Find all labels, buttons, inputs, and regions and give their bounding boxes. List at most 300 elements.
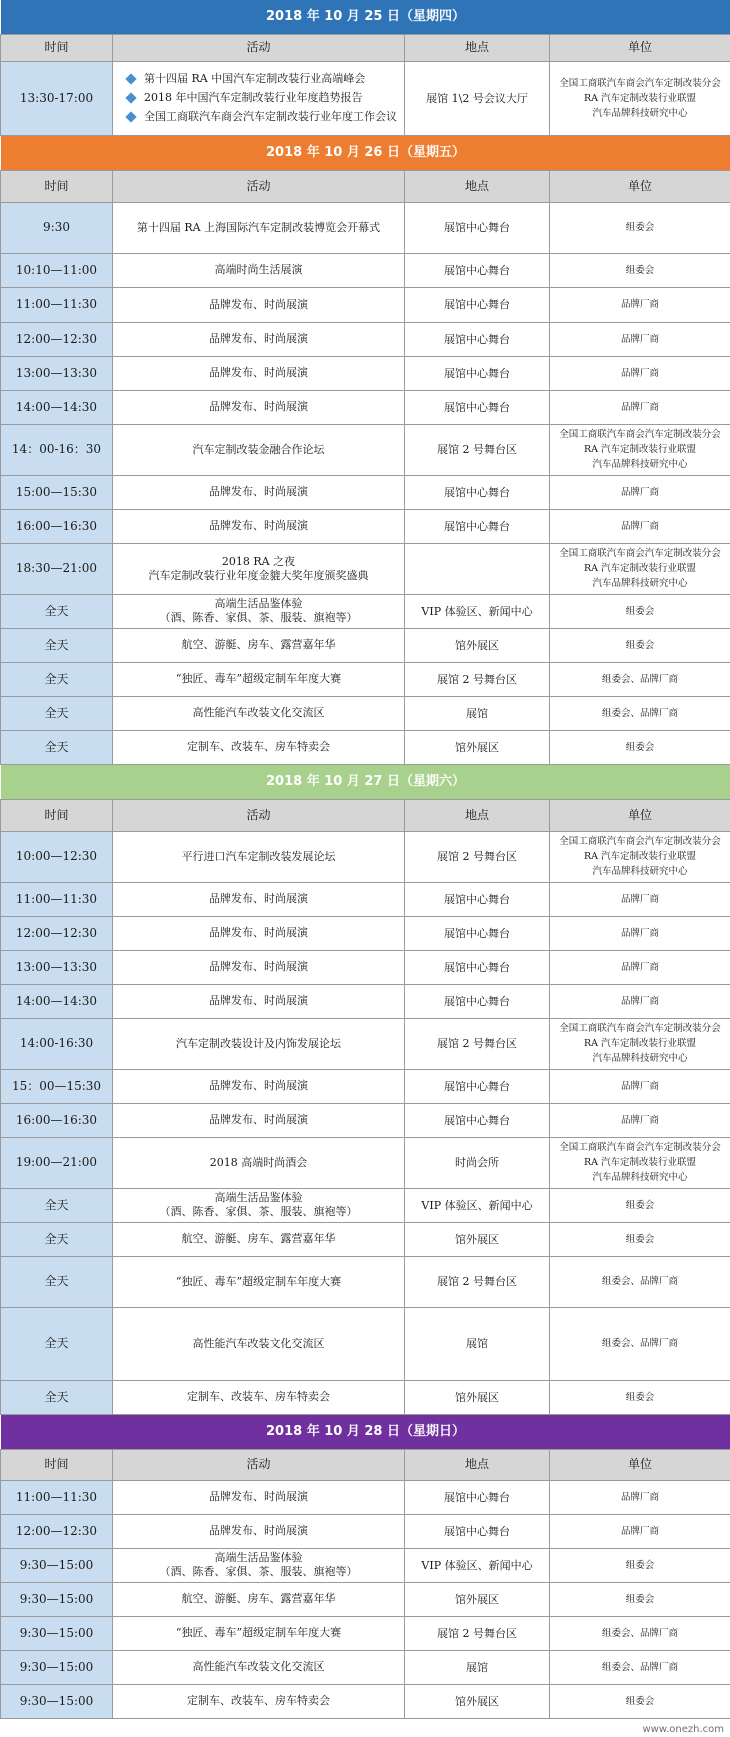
location-cell (405, 543, 550, 594)
activity-cell (113, 475, 405, 509)
activity-cell (113, 1616, 405, 1650)
activity-cell (113, 543, 405, 594)
time-cell: 全天 (1, 696, 113, 730)
table-row (1, 594, 730, 628)
location-cell: 展馆 (405, 1650, 550, 1684)
unit-cell (550, 1582, 730, 1616)
unit-cell (550, 1103, 730, 1137)
activity-line: （酒、陈香、家俱、茶、服装、旗袍等） (159, 1565, 358, 1578)
activity-line: 品牌发布、时尚展演 (209, 519, 308, 532)
table-row (1, 1018, 730, 1069)
table-row (1, 287, 730, 322)
location-cell: 展馆 2 号舞台区 (405, 1018, 550, 1069)
column-header-row (1, 1449, 730, 1480)
location-cell: 展馆中心舞台 (405, 1103, 550, 1137)
unit-cell (550, 1380, 730, 1414)
table-row (1, 1684, 730, 1718)
table-row (1, 950, 730, 984)
unit-cell (550, 253, 730, 287)
unit-cell (550, 1616, 730, 1650)
unit-cell (550, 1256, 730, 1307)
unit-cell (550, 1222, 730, 1256)
column-header-activity: 活动 (113, 170, 405, 202)
time-cell: 9:30 (1, 202, 113, 253)
time-cell: 9:30—15:00 (1, 1650, 113, 1684)
unit-cell (550, 984, 730, 1018)
activity-cell (113, 253, 405, 287)
time-cell: 16:00—16:30 (1, 509, 113, 543)
agenda-item (127, 72, 404, 86)
unit-line: 组委会、品牌厂商 (601, 1276, 678, 1287)
unit-cell (550, 543, 730, 594)
unit-cell (550, 424, 730, 475)
activity-cell (113, 287, 405, 322)
activity-line: 品牌发布、时尚展演 (209, 1079, 308, 1092)
activity-line: 定制车、改装车、房车特卖会 (187, 1390, 330, 1403)
unit-cell (550, 882, 730, 916)
unit-line: 全国工商联汽车商会汽车定制改装分会 (559, 1023, 721, 1034)
table-row (1, 424, 730, 475)
location-cell: 展馆中心舞台 (405, 984, 550, 1018)
table-row (1, 1137, 730, 1188)
unit-line: 品牌厂商 (620, 333, 659, 345)
unit-cell (550, 730, 730, 764)
table-row (1, 1307, 730, 1380)
activity-line: 2018 RA 之夜 (221, 554, 296, 568)
time-cell: 16:00—16:30 (1, 1103, 113, 1137)
table-row (1, 1256, 730, 1307)
location-cell: 展馆 2 号舞台区 (405, 831, 550, 882)
activity-line: 航空、游艇、房车、露营嘉年华 (181, 1592, 336, 1605)
unit-cell (550, 509, 730, 543)
table-row (1, 1548, 730, 1582)
location-cell: 展馆中心舞台 (405, 1069, 550, 1103)
unit-line: 组委会 (625, 222, 655, 233)
agenda-item-label: 全国工商联汽车商会汽车定制改装行业年度工作会议 (144, 110, 397, 123)
location-cell: 馆外展区 (405, 1582, 550, 1616)
time-cell: 13:00—13:30 (1, 356, 113, 390)
unit-line: RA 汽车定制改装行业联盟 (583, 1157, 697, 1168)
table-row (1, 696, 730, 730)
location-cell: 馆外展区 (405, 1684, 550, 1718)
location-cell: 展馆 (405, 696, 550, 730)
activity-cell (113, 1103, 405, 1137)
table-row (1, 1103, 730, 1137)
unit-line: 组委会、品牌厂商 (601, 1338, 678, 1349)
activity-line: 品牌发布、时尚展演 (209, 297, 308, 311)
activity-line: “独匠、毒车”超级定制车年度大赛 (175, 672, 342, 685)
activity-cell (113, 1514, 405, 1548)
agenda-item (127, 91, 404, 105)
agenda-item (127, 110, 404, 124)
activity-cell (113, 61, 405, 135)
activity-line: 品牌发布、时尚展演 (209, 1524, 308, 1537)
table-row (1, 984, 730, 1018)
time-cell: 12:00—12:30 (1, 322, 113, 356)
unit-line: RA 汽车定制改装行业联盟 (583, 1038, 697, 1049)
unit-line: 组委会、品牌厂商 (601, 1661, 678, 1673)
location-cell: 时尚会所 (405, 1137, 550, 1188)
location-cell: 馆外展区 (405, 1380, 550, 1414)
time-cell: 全天 (1, 662, 113, 696)
time-cell: 14:00—14:30 (1, 390, 113, 424)
activity-line: 高性能汽车改装文化交流区 (192, 1336, 325, 1350)
time-cell: 13:00—13:30 (1, 950, 113, 984)
unit-line: 品牌厂商 (620, 893, 659, 905)
time-cell: 9:30—15:00 (1, 1582, 113, 1616)
unit-cell (550, 1684, 730, 1718)
time-cell: 全天 (1, 1307, 113, 1380)
table-row (1, 1616, 730, 1650)
location-cell: VIP 体验区、新闻中心 (405, 1188, 550, 1222)
table-row (1, 1514, 730, 1548)
unit-line: 品牌厂商 (620, 927, 659, 939)
table-row (1, 202, 730, 253)
activity-cell (113, 322, 405, 356)
table-row (1, 1650, 730, 1684)
activity-cell (113, 950, 405, 984)
unit-line: 全国工商联汽车商会汽车定制改装分会 (559, 836, 721, 847)
table-row (1, 1069, 730, 1103)
location-cell: 展馆中心舞台 (405, 882, 550, 916)
time-cell: 12:00—12:30 (1, 1514, 113, 1548)
activity-cell (113, 662, 405, 696)
unit-line: 品牌厂商 (620, 1491, 659, 1503)
activity-cell (113, 1188, 405, 1222)
column-header-row (1, 34, 730, 61)
time-cell: 全天 (1, 730, 113, 764)
activity-line: 品牌发布、时尚展演 (209, 366, 308, 379)
time-cell: 18:30—21:00 (1, 543, 113, 594)
unit-line: 全国工商联汽车商会汽车定制改装分会 (559, 1142, 721, 1153)
activity-line: 高性能汽车改装文化交流区 (192, 706, 325, 719)
activity-line: 汽车定制改装金融合作论坛 (192, 442, 325, 456)
activity-cell (113, 202, 405, 253)
unit-line: 组委会 (625, 1559, 655, 1571)
location-cell: 展馆中心舞台 (405, 475, 550, 509)
activity-line: 品牌发布、时尚展演 (209, 926, 308, 939)
unit-cell (550, 1548, 730, 1582)
time-cell: 全天 (1, 628, 113, 662)
table-row (1, 253, 730, 287)
table-row (1, 356, 730, 390)
activity-cell (113, 1548, 405, 1582)
unit-line: 品牌厂商 (620, 401, 659, 413)
unit-line: 汽车品牌科技研究中心 (592, 1172, 688, 1183)
unit-line: 品牌厂商 (620, 486, 659, 498)
agenda-item-label: 2018 年中国汽车定制改装行业年度趋势报告 (144, 91, 363, 104)
activity-line: 高性能汽车改装文化交流区 (192, 1660, 325, 1673)
activity-cell (113, 424, 405, 475)
activity-cell (113, 509, 405, 543)
activity-cell (113, 1137, 405, 1188)
table-row (1, 628, 730, 662)
location-cell: 展馆 2 号舞台区 (405, 1256, 550, 1307)
unit-line: 品牌厂商 (620, 299, 659, 310)
activity-cell (113, 1380, 405, 1414)
location-cell: 展馆中心舞台 (405, 356, 550, 390)
time-cell: 全天 (1, 1222, 113, 1256)
unit-cell (550, 1018, 730, 1069)
location-cell: 馆外展区 (405, 730, 550, 764)
unit-cell (550, 1514, 730, 1548)
time-cell: 11:00—11:30 (1, 882, 113, 916)
day-banner: 2018 年 10 月 25 日（星期四） (1, 0, 730, 34)
table-row (1, 1222, 730, 1256)
column-header-activity: 活动 (113, 799, 405, 831)
time-cell: 全天 (1, 1380, 113, 1414)
table-row (1, 916, 730, 950)
activity-cell (113, 696, 405, 730)
activity-cell (113, 594, 405, 628)
location-cell: 展馆 1\2 号会议大厅 (405, 61, 550, 135)
unit-line: 汽车品牌科技研究中心 (592, 578, 688, 589)
table-row (1, 390, 730, 424)
unit-line: 汽车品牌科技研究中心 (592, 459, 688, 470)
activity-line: 品牌发布、时尚展演 (209, 960, 308, 973)
column-header-time: 时间 (1, 799, 113, 831)
location-cell: 展馆中心舞台 (405, 950, 550, 984)
table-row (1, 730, 730, 764)
unit-line: 组委会 (625, 639, 655, 651)
location-cell: 馆外展区 (405, 1222, 550, 1256)
time-cell: 全天 (1, 594, 113, 628)
location-cell: 展馆 (405, 1307, 550, 1380)
time-cell: 全天 (1, 1188, 113, 1222)
activity-line: “独匠、毒车”超级定制车年度大赛 (175, 1626, 342, 1639)
column-header-row (1, 170, 730, 202)
activity-line: 2018 高端时尚酒会 (209, 1155, 308, 1169)
unit-cell (550, 287, 730, 322)
activity-cell (113, 1650, 405, 1684)
activity-cell (113, 1069, 405, 1103)
activity-cell (113, 1684, 405, 1718)
unit-cell (550, 390, 730, 424)
activity-line: 第十四届 RA 上海国际汽车定制改装博览会开幕式 (136, 220, 381, 234)
unit-line: RA 汽车定制改装行业联盟 (583, 851, 697, 862)
activity-line: 汽车定制改装设计及内饰发展论坛 (176, 1036, 341, 1050)
activity-cell (113, 1256, 405, 1307)
unit-line: 品牌厂商 (620, 1080, 659, 1092)
activity-cell (113, 390, 405, 424)
column-header-activity: 活动 (113, 1449, 405, 1480)
time-cell: 15：00—15:30 (1, 1069, 113, 1103)
day-banner: 2018 年 10 月 26 日（星期五） (1, 135, 730, 170)
column-header-unit: 单位 (550, 170, 730, 202)
diamond-bullet-icon (125, 73, 136, 84)
unit-line: RA 汽车定制改装行业联盟 (583, 92, 697, 104)
unit-cell (550, 61, 730, 135)
unit-line: 组委会 (625, 1695, 655, 1707)
unit-line: RA 汽车定制改装行业联盟 (583, 444, 697, 455)
agenda-item-label: 第十四届 RA 中国汽车定制改装行业高端峰会 (144, 72, 366, 85)
unit-line: 全国工商联汽车商会汽车定制改装分会 (559, 429, 721, 440)
diamond-bullet-icon (125, 111, 136, 122)
table-row (1, 322, 730, 356)
activity-line: 品牌发布、时尚展演 (209, 1113, 308, 1126)
unit-line: 组委会 (625, 741, 655, 753)
activity-line: 品牌发布、时尚展演 (209, 332, 308, 345)
location-cell: 展馆中心舞台 (405, 322, 550, 356)
unit-cell (550, 831, 730, 882)
activity-line: 品牌发布、时尚展演 (209, 892, 308, 905)
activity-cell (113, 628, 405, 662)
activity-cell (113, 730, 405, 764)
location-cell: VIP 体验区、新闻中心 (405, 594, 550, 628)
activity-line: 航空、游艇、房车、露营嘉年华 (181, 638, 336, 651)
unit-line: 汽车品牌科技研究中心 (592, 107, 688, 119)
unit-line: 品牌厂商 (620, 961, 659, 973)
activity-line: 高端时尚生活展演 (214, 263, 303, 276)
column-header-time: 时间 (1, 34, 113, 61)
time-cell: 11:00—11:30 (1, 287, 113, 322)
unit-line: 全国工商联汽车商会汽车定制改装分会 (559, 548, 721, 559)
activity-line: 定制车、改装车、房车特卖会 (187, 740, 330, 753)
table-row (1, 475, 730, 509)
time-cell: 10:00—12:30 (1, 831, 113, 882)
location-cell: 展馆 2 号舞台区 (405, 662, 550, 696)
unit-line: 汽车品牌科技研究中心 (592, 1053, 688, 1064)
table-row (1, 509, 730, 543)
table-row (1, 831, 730, 882)
unit-cell (550, 1480, 730, 1514)
time-cell: 15:00—15:30 (1, 475, 113, 509)
unit-line: 品牌厂商 (620, 995, 659, 1007)
location-cell: 展馆中心舞台 (405, 1480, 550, 1514)
unit-cell (550, 916, 730, 950)
day-banner-row (1, 135, 730, 170)
unit-line: 品牌厂商 (620, 520, 659, 532)
activity-cell (113, 1222, 405, 1256)
column-header-location: 地点 (405, 1449, 550, 1480)
column-header-unit: 单位 (550, 1449, 730, 1480)
unit-line: RA 汽车定制改装行业联盟 (583, 563, 697, 574)
table-row (1, 1380, 730, 1414)
location-cell: 展馆 2 号舞台区 (405, 424, 550, 475)
activity-line: 高端生活品鉴体验 (214, 1191, 303, 1204)
column-header-time: 时间 (1, 170, 113, 202)
activity-cell (113, 1480, 405, 1514)
unit-line: 组委会、品牌厂商 (601, 707, 678, 719)
unit-line: 组委会 (625, 1391, 655, 1403)
table-row (1, 1480, 730, 1514)
activity-line: 定制车、改装车、房车特卖会 (187, 1694, 330, 1707)
unit-line: 组委会 (625, 264, 655, 276)
activity-cell (113, 984, 405, 1018)
unit-cell (550, 1650, 730, 1684)
unit-line: 组委会、品牌厂商 (601, 673, 678, 685)
unit-cell (550, 322, 730, 356)
location-cell: 展馆中心舞台 (405, 509, 550, 543)
time-cell: 14：00-16：30 (1, 424, 113, 475)
time-cell: 11:00—11:30 (1, 1480, 113, 1514)
time-cell: 14:00-16:30 (1, 1018, 113, 1069)
activity-line: （酒、陈香、家俱、茶、服装、旗袍等） (159, 1205, 358, 1218)
unit-line: 组委会、品牌厂商 (601, 1627, 678, 1639)
location-cell: 展馆中心舞台 (405, 287, 550, 322)
activity-cell (113, 1307, 405, 1380)
unit-cell (550, 594, 730, 628)
column-header-activity: 活动 (113, 34, 405, 61)
time-cell: 9:30—15:00 (1, 1548, 113, 1582)
unit-cell (550, 475, 730, 509)
column-header-location: 地点 (405, 170, 550, 202)
time-cell: 19:00—21:00 (1, 1137, 113, 1188)
day-banner: 2018 年 10 月 28 日（星期日） (1, 1414, 730, 1449)
activity-line: 品牌发布、时尚展演 (209, 1490, 308, 1503)
location-cell: 展馆中心舞台 (405, 916, 550, 950)
activity-line: （酒、陈香、家俱、茶、服装、旗袍等） (159, 611, 358, 624)
activity-cell (113, 916, 405, 950)
day-banner-row (1, 764, 730, 799)
activity-cell (113, 1582, 405, 1616)
unit-line: 全国工商联汽车商会汽车定制改装分会 (559, 77, 721, 89)
unit-line: 品牌厂商 (620, 1114, 659, 1126)
location-cell: 展馆中心舞台 (405, 202, 550, 253)
location-cell: 展馆中心舞台 (405, 1514, 550, 1548)
activity-line: “独匠、毒车”超级定制车年度大赛 (175, 1274, 342, 1288)
location-cell: 展馆中心舞台 (405, 253, 550, 287)
time-cell: 13:30-17:00 (1, 61, 113, 135)
time-cell: 12:00—12:30 (1, 916, 113, 950)
activity-line: 高端生活品鉴体验 (214, 1551, 303, 1564)
unit-line: 组委会 (625, 1233, 655, 1245)
day-banner: 2018 年 10 月 27 日（星期六） (1, 764, 730, 799)
unit-cell (550, 1307, 730, 1380)
activity-line: 品牌发布、时尚展演 (209, 400, 308, 413)
time-cell: 全天 (1, 1256, 113, 1307)
unit-cell (550, 202, 730, 253)
activity-line: 品牌发布、时尚展演 (209, 485, 308, 498)
activity-line: 品牌发布、时尚展演 (209, 994, 308, 1007)
unit-cell (550, 356, 730, 390)
unit-line: 汽车品牌科技研究中心 (592, 866, 688, 877)
table-row (1, 1582, 730, 1616)
time-cell: 9:30—15:00 (1, 1684, 113, 1718)
activity-line: 汽车定制改装行业年度金貔大奖年度颁奖盛典 (148, 568, 369, 582)
unit-cell (550, 696, 730, 730)
day-banner-row (1, 1414, 730, 1449)
unit-cell (550, 950, 730, 984)
unit-line: 品牌厂商 (620, 367, 659, 379)
activity-cell (113, 831, 405, 882)
unit-cell (550, 1069, 730, 1103)
unit-line: 组委会 (625, 605, 655, 617)
column-header-unit: 单位 (550, 34, 730, 61)
diamond-bullet-icon (125, 92, 136, 103)
unit-cell (550, 1137, 730, 1188)
time-cell: 14:00—14:30 (1, 984, 113, 1018)
activity-cell (113, 1018, 405, 1069)
unit-line: 组委会 (625, 1593, 655, 1605)
activity-line: 高端生活品鉴体验 (214, 597, 303, 610)
activity-line: 航空、游艇、房车、露营嘉年华 (181, 1232, 336, 1245)
activity-cell (113, 882, 405, 916)
location-cell: VIP 体验区、新闻中心 (405, 1548, 550, 1582)
table-row (1, 662, 730, 696)
time-cell: 9:30—15:00 (1, 1616, 113, 1650)
column-header-unit: 单位 (550, 799, 730, 831)
table-row (1, 61, 730, 135)
column-header-time: 时间 (1, 1449, 113, 1480)
table-row (1, 1188, 730, 1222)
activity-cell (113, 356, 405, 390)
activity-line: 平行进口汽车定制改装发展论坛 (181, 849, 336, 863)
column-header-location: 地点 (405, 34, 550, 61)
column-header-location: 地点 (405, 799, 550, 831)
unit-line: 组委会 (625, 1199, 655, 1211)
location-cell: 展馆中心舞台 (405, 390, 550, 424)
